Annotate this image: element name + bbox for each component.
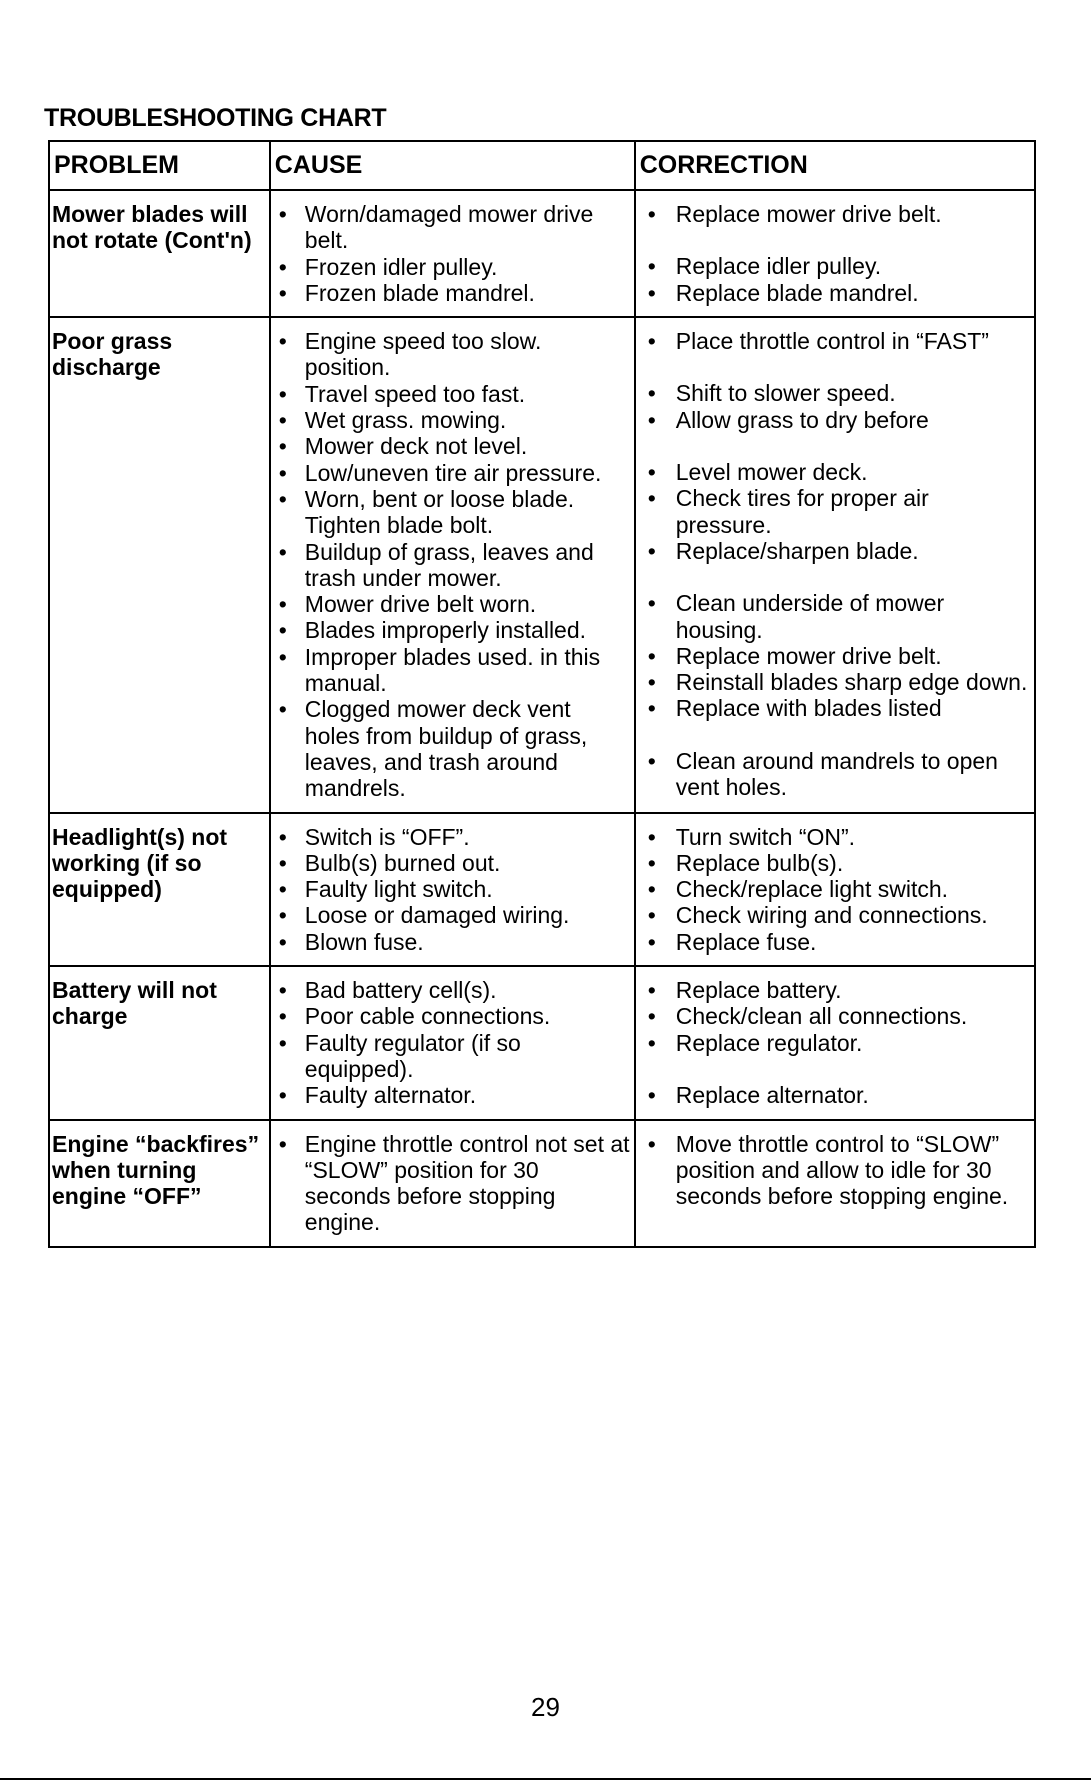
correction-cell: [635, 966, 1035, 1119]
correction-item: • Turn switch “ON”.: [640, 824, 1030, 850]
correction-item: • Replace regulator.: [640, 1030, 1030, 1056]
page-number: 29: [531, 1692, 560, 1722]
cause-item: • Buildup of grass, leaves and trash under mower.: [275, 539, 630, 592]
correction-item: • Move throttle control to “SLOW” position and allow to idle for 30 seconds before stopping engine.: [640, 1131, 1030, 1210]
cause-item: • Switch is “OFF”.: [275, 824, 630, 850]
troubleshooting-table: [48, 140, 1036, 1248]
cause-cell: [270, 190, 635, 317]
cause-item: • Travel speed too fast.: [275, 381, 630, 407]
cause-item: • Worn/damaged mower drive belt.: [275, 201, 630, 254]
header-correction: CORRECTION: [635, 141, 1035, 190]
problem-cell: Mower blades will not rotate (Cont'n): [49, 190, 270, 317]
cause-item: • Faulty light switch.: [275, 876, 630, 902]
cause-item: • Faulty regulator (if so equipped).: [275, 1030, 630, 1083]
cause-item: • Mower deck not level.: [275, 433, 630, 459]
cause-item: • Bulb(s) burned out.: [275, 850, 630, 876]
correction-item: • Replace fuse.: [640, 929, 1030, 955]
table-row: [49, 966, 1035, 1119]
table-row: [49, 1120, 1035, 1247]
correction-item: • Shift to slower speed.: [640, 380, 1030, 406]
correction-item: • Replace bulb(s).: [640, 850, 1030, 876]
correction-item: • Clean around mandrels to open vent holes.: [640, 748, 1030, 801]
correction-cell: [635, 1120, 1035, 1247]
cause-item: • Loose or damaged wiring.: [275, 902, 630, 928]
correction-item: • Place throttle control in “FAST”: [640, 328, 1030, 354]
correction-item: • Replace/sharpen blade.: [640, 538, 1030, 564]
correction-cell: [635, 190, 1035, 317]
problem-cell: Battery will not charge: [49, 966, 270, 1119]
correction-item: • Replace mower drive belt.: [640, 643, 1030, 669]
cause-cell: [270, 966, 635, 1119]
table-row: [49, 813, 1035, 966]
cause-item: • Frozen idler pulley.: [275, 254, 630, 280]
cause-item: • Bad battery cell(s).: [275, 977, 630, 1003]
cause-item: • Clogged mower deck vent holes from buildup of grass, leaves, and trash around mandrels.: [275, 696, 630, 801]
header-row: [49, 141, 1035, 190]
cause-item: • Faulty alternator.: [275, 1082, 630, 1108]
cause-item: • Poor cable connections.: [275, 1003, 630, 1029]
correction-item: • Check wiring and connections.: [640, 902, 1030, 928]
table-row: [49, 190, 1035, 317]
problem-cell: Headlight(s) not working (if so equipped): [49, 813, 270, 966]
correction-item: • Check tires for proper air pressure.: [640, 485, 1030, 538]
cause-item: • Worn, bent or loose blade. Tighten blade bolt.: [275, 486, 630, 539]
cause-item: • Wet grass. mowing.: [275, 407, 630, 433]
cause-item: • Mower drive belt worn.: [275, 591, 630, 617]
cause-cell: [270, 813, 635, 966]
table-row: [49, 317, 1035, 812]
correction-item: • Replace mower drive belt.: [640, 201, 1030, 227]
correction-item: • Replace with blades listed: [640, 695, 1030, 721]
header-problem: PROBLEM: [49, 141, 270, 190]
problem-cell: Engine “backfires” when turning engine “OFF”: [49, 1120, 270, 1247]
cause-item: • Improper blades used. in this manual.: [275, 644, 630, 697]
cause-item: • Blades improperly installed.: [275, 617, 630, 643]
cause-item: • Blown fuse.: [275, 929, 630, 955]
correction-item: • Replace battery.: [640, 977, 1030, 1003]
cause-cell: [270, 1120, 635, 1247]
correction-item: • Replace alternator.: [640, 1082, 1030, 1108]
correction-item: • Check/replace light switch.: [640, 876, 1030, 902]
correction-item: • Level mower deck.: [640, 459, 1030, 485]
correction-item: • Replace idler pulley.: [640, 253, 1030, 279]
correction-cell: [635, 813, 1035, 966]
correction-item: • Check/clean all connections.: [640, 1003, 1030, 1029]
cause-item: • Low/uneven tire air pressure.: [275, 460, 630, 486]
cause-item: • Engine throttle control not set at “SLOW” position for 30 seconds before stopping engine.: [275, 1131, 630, 1236]
correction-cell: [635, 317, 1035, 812]
page-title: TROUBLESHOOTING CHART: [44, 104, 387, 132]
correction-item: • Allow grass to dry before: [640, 407, 1030, 433]
correction-item: • Replace blade mandrel.: [640, 280, 1030, 306]
header-cause: CAUSE: [270, 141, 635, 190]
cause-item: • Frozen blade mandrel.: [275, 280, 630, 306]
cause-cell: [270, 317, 635, 812]
correction-item: • Clean underside of mower housing.: [640, 590, 1030, 643]
problem-cell: Poor grass discharge: [49, 317, 270, 812]
cause-item: • Engine speed too slow. position.: [275, 328, 630, 381]
correction-item: • Reinstall blades sharp edge down.: [640, 669, 1030, 695]
